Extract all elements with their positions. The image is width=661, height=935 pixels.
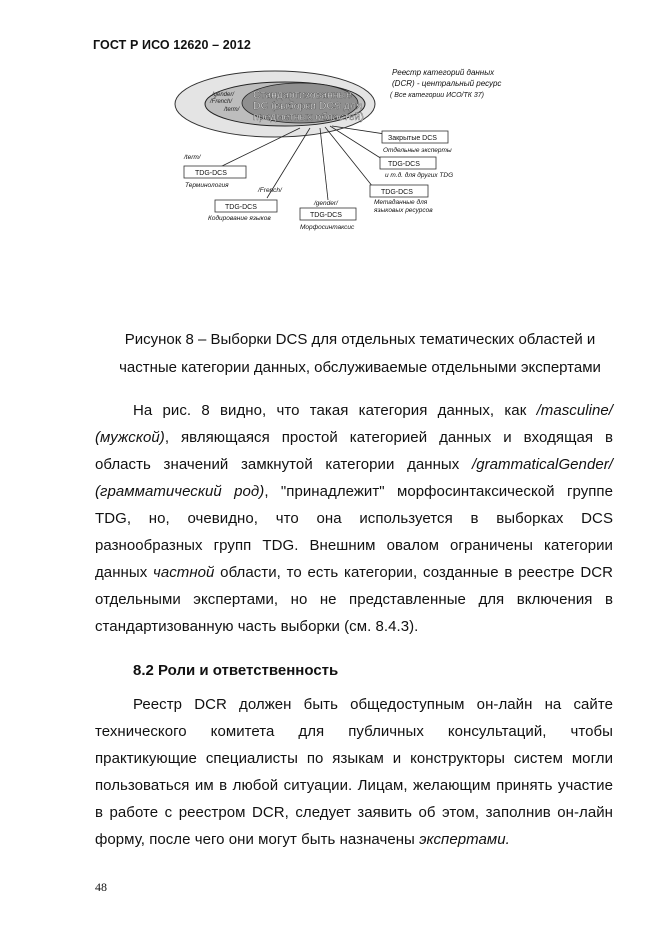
inner-tag-term: /term/ <box>224 107 240 113</box>
tdg-gender-label: TDG-DCS <box>310 212 342 219</box>
tdg-french-note: Кодирование языков <box>208 215 271 222</box>
paragraph-2 <box>95 691 613 853</box>
tdg-french-label: TDG-DCS <box>225 204 257 211</box>
p1-text-1: На рис. 8 видно, что такая категория данных, как <box>133 402 537 419</box>
p2-italic-experts: экспертами. <box>419 831 510 848</box>
caption-line-1: Рисунок 8 – Выборки DCS для отдельных тематических областей и <box>124 331 596 348</box>
tdg-term-tag: /term/ <box>184 154 201 161</box>
tdg-term-label: TDG-DCS <box>195 170 227 177</box>
dcs-diagram <box>160 62 540 242</box>
page-number: 48 <box>95 880 107 894</box>
core-text-1: Стандартизованные <box>253 89 352 101</box>
p1-italic-masculine: /masculine/ (мужской) <box>95 402 613 446</box>
section-heading: 8.2 Роли и ответственность <box>133 662 339 679</box>
p1-text-4: области, то есть категории, созданные в реестре DCR отдельными экспертами, но не представленные для включения в стандартизованную часть выборки (см. 8.4.3). <box>95 564 613 635</box>
tdg-right2-note1: Метаданные для <box>374 199 428 206</box>
dcs-diagram-svg <box>160 62 540 242</box>
tdg-french-tag: /French/ <box>258 187 282 194</box>
core-text-3: предметных областей) <box>253 111 364 123</box>
paragraph-1 <box>95 397 613 640</box>
closed-dcs-label: Закрытые DCS <box>388 135 437 142</box>
figure-caption <box>90 326 630 382</box>
tdg-right1-note: и т.д. для других TDG <box>385 172 454 179</box>
document-header: ГОСТ Р ИСО 12620 – 2012 <box>93 38 251 52</box>
tdg-right1-label: TDG-DCS <box>388 161 420 168</box>
tdg-right2-note2: языковых ресурсов <box>374 207 433 214</box>
p1-italic-private: частной <box>153 564 215 581</box>
inner-tag-gender: /gender/ <box>212 92 235 98</box>
connector-lines <box>220 126 385 200</box>
p1-text-2: , являющаяся простой категорией данных и входящая в область значений замкнутой категории данных <box>95 429 613 473</box>
inner-tag-french: /French/ <box>210 99 233 105</box>
p1-text-3: , "принадлежит" морфосинтаксической группе TDG, но, очевидно, что она используется в выборках DCS разнообразных групп TDG. Внешним овалом ограничены категории данных <box>95 483 613 581</box>
closed-dcs-note: Отдельные эксперты <box>383 147 452 154</box>
core-text-2: DC (выборки DCS для <box>253 100 362 112</box>
registry-label-1: Реестр категорий данных <box>392 68 495 77</box>
tdg-term-note: Терминология <box>185 182 229 189</box>
registry-label-3: ( Все категории ИСО/ТК 37) <box>390 92 484 99</box>
tdg-gender-tag: /gender/ <box>314 200 338 207</box>
p1-italic-grammatical-gender: /grammaticalGender/ (грамматический род) <box>95 456 613 500</box>
caption-line-2: частные категории данных, обслуживаемые отдельными экспертами <box>119 359 601 376</box>
p2-text-1: Реестр DCR должен быть общедоступным он-лайн на сайте технического комитета для публичных консультаций, чтобы практикующие специалисты по языкам и конструкторы систем могли пользоваться им в любой ситуации. Лицам, желающим принять участие в работе с реестром DCR, следует заявить об этом, заполнив он-лайн форму, после чего они могут быть назначены <box>95 696 613 848</box>
registry-label-2: (DCR) - центральный ресурс <box>392 79 502 88</box>
tdg-gender-note: Морфосинтаксис <box>300 224 355 231</box>
tdg-right2-label: TDG-DCS <box>381 189 413 196</box>
